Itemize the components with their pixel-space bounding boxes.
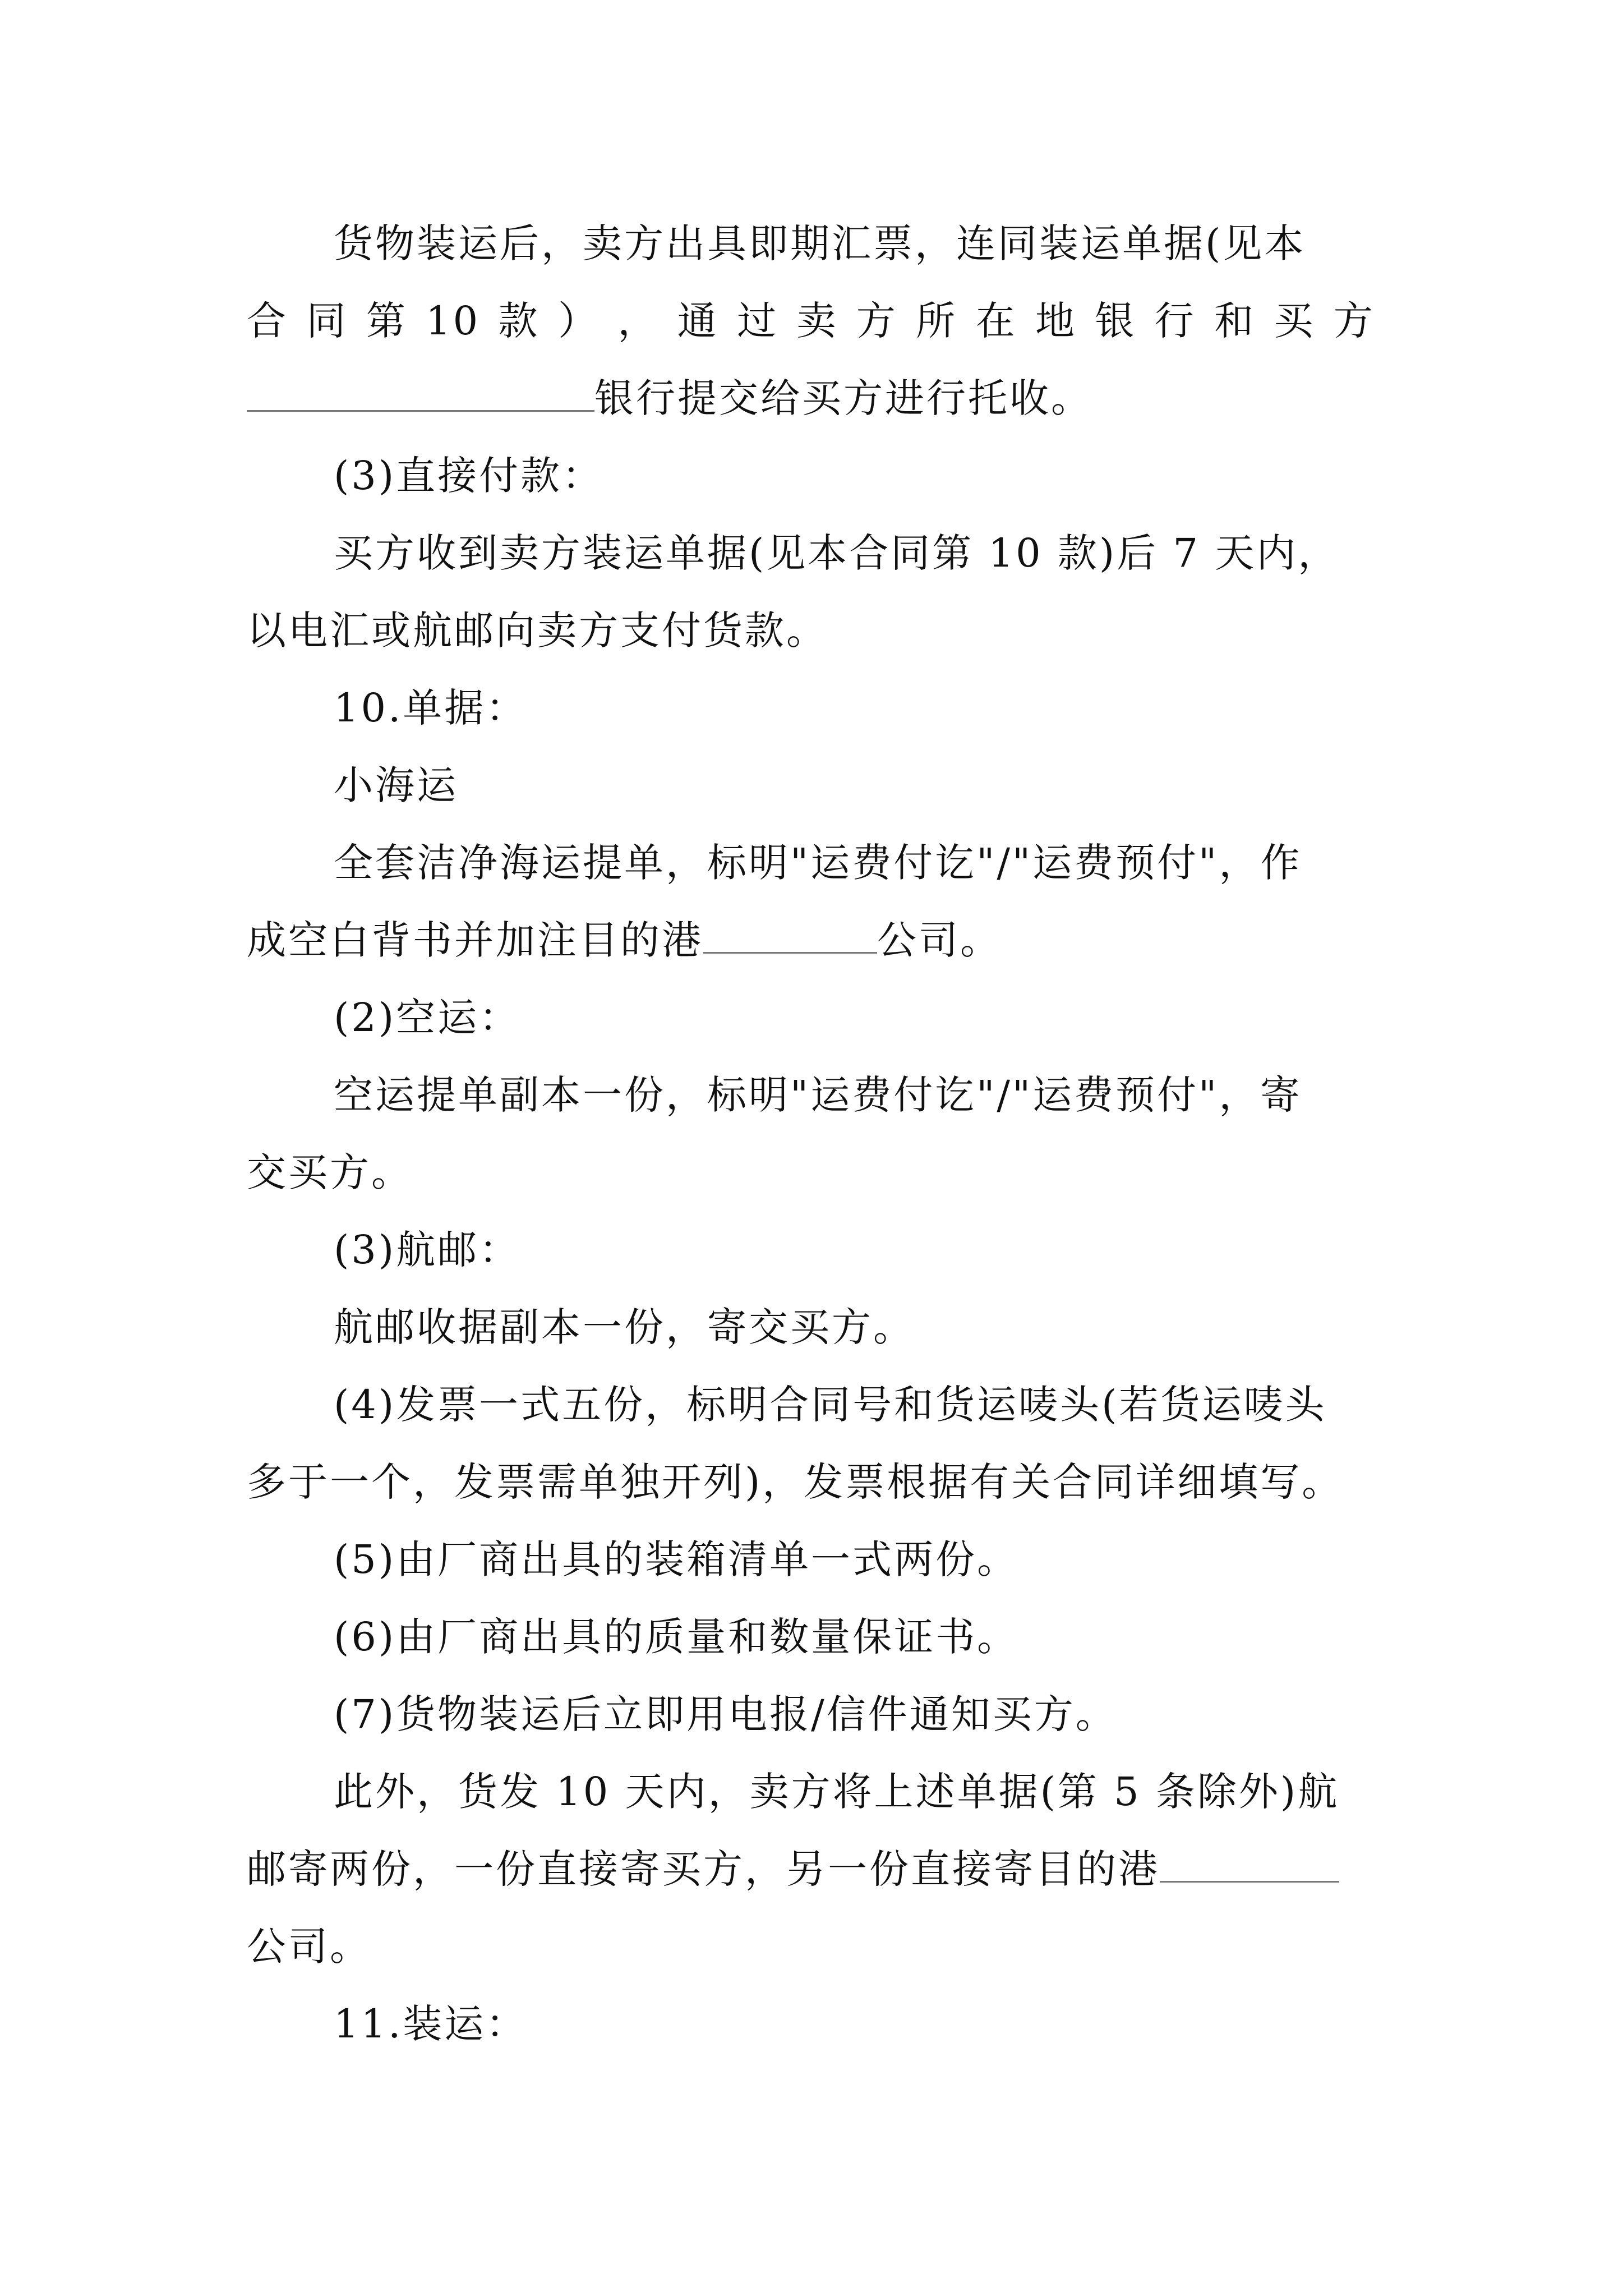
para1-line1: 货物装运后，卖方出具即期汇票，连同装运单据(见本 (334, 220, 1306, 266)
spread-char: 过 (737, 298, 779, 344)
item7: (7)货物装运后立即用电报/信件通知买方。 (334, 1691, 1117, 1737)
air-text-line1: 空运提单副本一份，标明"运费付讫"/"运费预付"，寄 (334, 1072, 1302, 1118)
sea-text-line2 (247, 901, 1375, 979)
para2-line1: 买方收到卖方装运单据(见本合同第 10 款)后 7 天内， (334, 530, 1340, 576)
spread-char: 方 (856, 298, 898, 344)
air-text-line2: 交买方。 (247, 1149, 413, 1195)
fill-in-blank (703, 918, 877, 954)
item3-airmail: (3)航邮： (334, 1227, 521, 1273)
para1-line2 (247, 282, 1375, 360)
item6: (6)由厂商出具的质量和数量保证书。 (334, 1614, 1019, 1660)
spread-char: 买 (1274, 298, 1316, 344)
post-text: 航邮收据副本一份，寄交买方。 (334, 1304, 915, 1350)
fill-in-blank (247, 376, 594, 412)
extra-line3: 公司。 (247, 1924, 371, 1970)
spread-char: 行 (1154, 298, 1196, 344)
item3-direct-payment: (3)直接付款： (334, 453, 604, 499)
fill-in-blank (1160, 1847, 1339, 1883)
item5: (5)由厂商出具的装箱清单一式两份。 (334, 1536, 1019, 1582)
spread-char: 所 (916, 298, 958, 344)
sea-text-line1: 全套洁净海运提单，标明"运费付讫"/"运费预付"，作 (334, 840, 1302, 886)
spread-char: 和 (1214, 298, 1256, 344)
spread-char: 卖 (796, 298, 838, 344)
para1-line3-text: 银行提交给买方进行托收。 (594, 375, 1092, 421)
spread-char: ， (617, 298, 660, 344)
spread-char: 地 (1035, 298, 1077, 344)
spread-char: 10 (426, 298, 481, 344)
spread-char: 款 (498, 298, 540, 344)
spread-char: ） (557, 298, 600, 344)
para2-line2: 以电汇或航邮向卖方支付货款。 (247, 608, 828, 654)
para1-line3 (247, 360, 1375, 437)
sea-text-after-blank: 公司。 (877, 917, 1002, 963)
spread-char: 银 (1095, 298, 1137, 344)
spread-char: 同 (306, 298, 348, 344)
extra-line2-text: 邮寄两份，一份直接寄买方，另一份直接寄目的港 (247, 1846, 1160, 1892)
sea-heading: 小海运 (334, 762, 458, 808)
document-page (247, 205, 1375, 2063)
item2-air: (2)空运： (334, 995, 521, 1041)
extra-line2 (247, 1830, 1375, 1908)
extra-line1: 此外，货发 10 天内，卖方将上述单据(第 5 条除外)航 (334, 1769, 1340, 1815)
spread-char: 方 (1333, 298, 1375, 344)
spread-char: 在 (975, 298, 1017, 344)
item4-line1: (4)发票一式五份，标明合同号和货运唛头(若货运唛头 (334, 1382, 1327, 1428)
item4-line2: 多于一个，发票需单独开列)，发票根据有关合同详细填写。 (247, 1459, 1344, 1505)
spread-char: 通 (677, 298, 719, 344)
section-10-heading: 10.单据： (334, 685, 528, 731)
sea-text-before-blank: 成空白背书并加注目的港 (247, 917, 703, 963)
spread-char: 第 (366, 298, 408, 344)
spread-char: 合 (247, 298, 288, 344)
section-11-heading: 11.装运： (334, 2001, 528, 2047)
